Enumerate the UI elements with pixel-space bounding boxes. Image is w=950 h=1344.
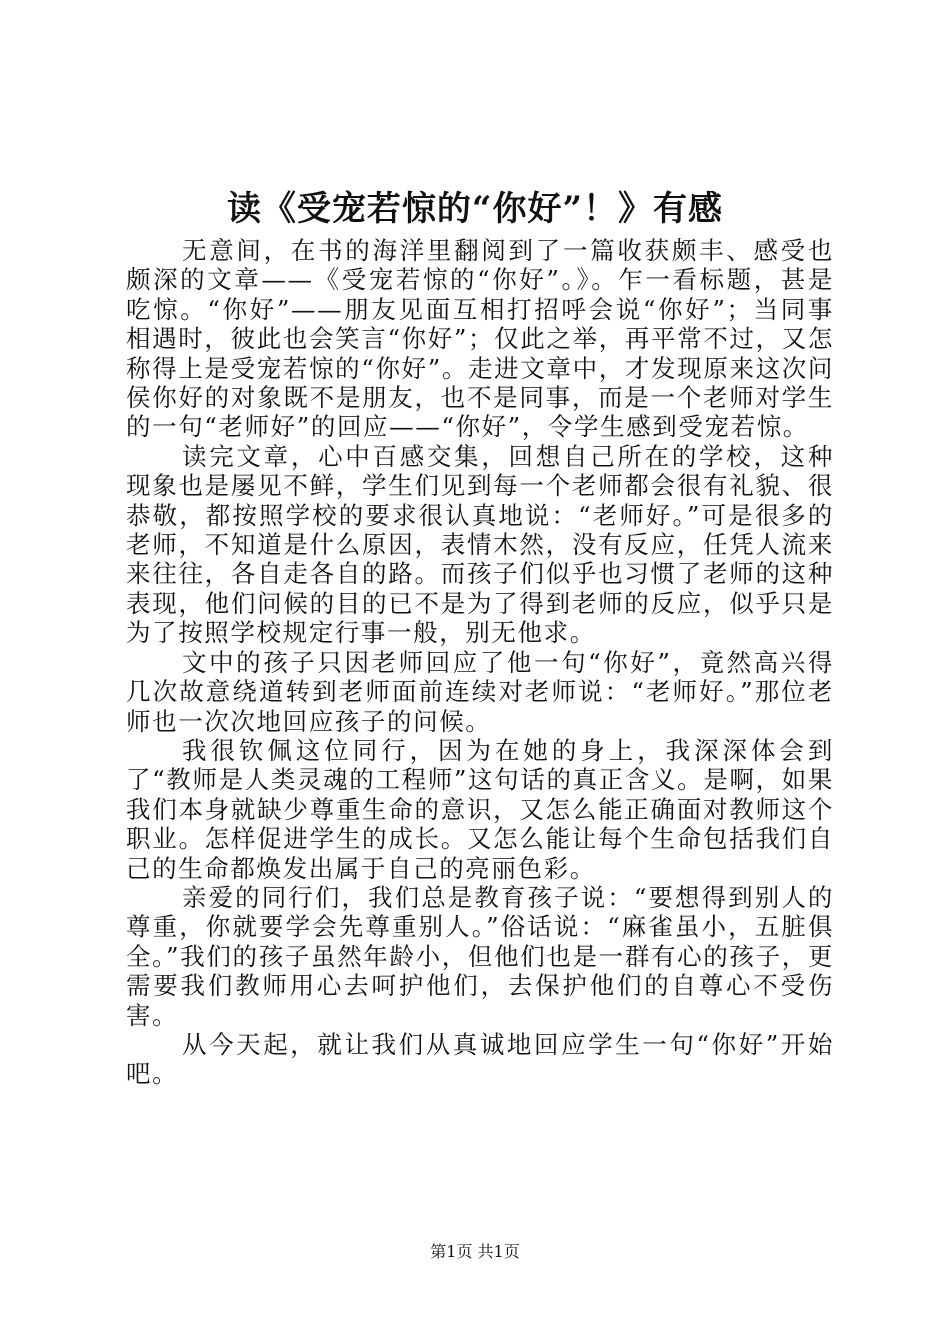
page-footer: 第1页 共1页 — [430, 1242, 520, 1261]
document-title: 读《受宠若惊的“你好”！》有感 — [226, 189, 724, 229]
document-body — [126, 236, 834, 1089]
paragraph-6: 从今天起，就让我们从真诚地回应学生一句“你好”开始吧。 — [126, 1029, 834, 1089]
paragraph-1: 无意间，在书的海洋里翻阅到了一篇收获颇丰、感受也颇深的文章——《受宠若惊的“你好”。》。乍一看标题，甚是吃惊。“你好”——朋友见面互相打招呼会说“你好”；当同事相遇时，彼此也会笑言“你好”；仅此之举，再平常不过，又怎称得上是受宠若惊的“你好”。走进文章中，才发现原来这次问侯你好的对象既不是朋友，也不是同事，而是一个老师对学生的一句“老师好”的回应——“你好”，令学生感到受宠若惊。 — [126, 236, 834, 442]
paragraph-2: 读完文章，心中百感交集，回想自己所在的学校，这种现象也是屡见不鲜，学生们见到每一个老师都会很有礼貌、很恭敬，都按照学校的要求很认真地说：“老师好。”可是很多的老师，不知道是什么原因，表情木然，没有反应，任凭人流来来往往，各自走各自的路。而孩子们似乎也习惯了老师的这种表现，他们问候的目的已不是为了得到老师的反应，似乎只是为了按照学校规定行事一般，别无他求。 — [126, 441, 834, 648]
paragraph-3: 文中的孩子只因老师回应了他一句“你好”，竟然高兴得几次故意绕道转到老师面前连续对老师说：“老师好。”那位老师也一次次地回应孩子的问候。 — [126, 647, 834, 736]
paragraph-5: 亲爱的同行们，我们总是教育孩子说：“要想得到别人的尊重，你就要学会先尊重别人。”俗话说：“麻雀虽小，五脏俱全。”我们的孩子虽然年龄小，但他们也是一群有心的孩子，更需要我们教师用心去呵护他们，去保护他们的自尊心不受伤害。 — [126, 882, 834, 1030]
paragraph-4: 我很钦佩这位同行，因为在她的身上，我深深体会到了“教师是人类灵魂的工程师”这句话的真正含义。是啊，如果我们本身就缺少尊重生命的意识，又怎么能正确面对教师这个职业。怎样促进学生的成长。又怎么能让每个生命包括我们自己的生命都焕发出属于自己的亮丽色彩。 — [126, 735, 834, 883]
